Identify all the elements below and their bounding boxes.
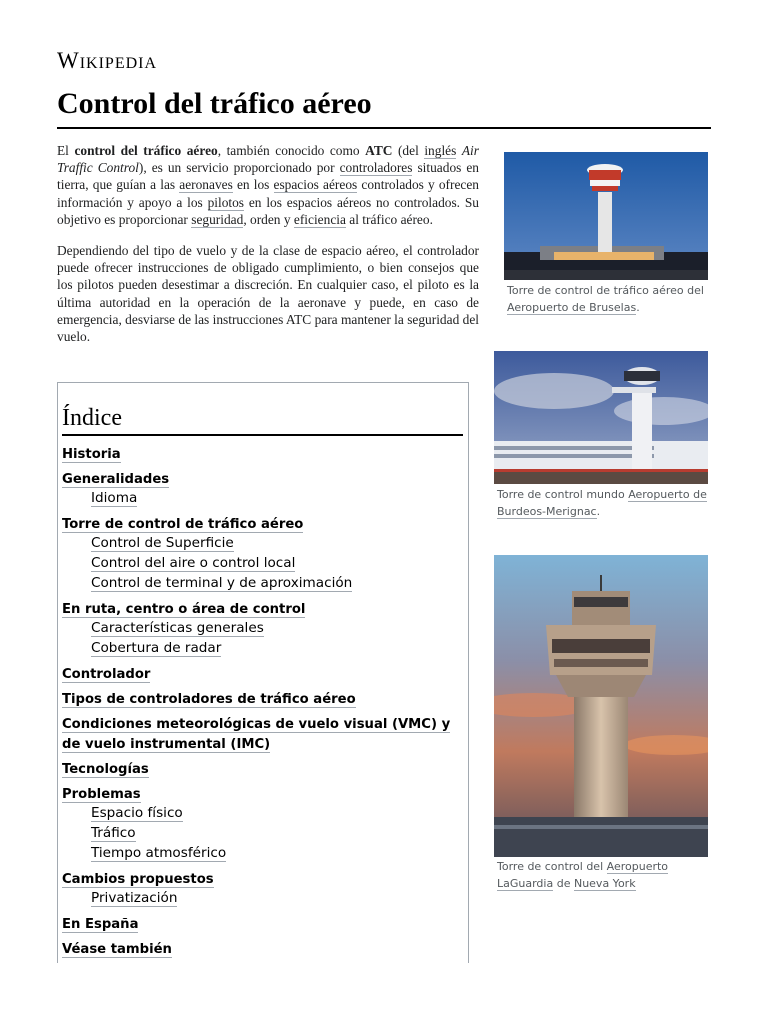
toc-subsection-link[interactable]: Privatización (91, 890, 178, 906)
figure-caption-1 (507, 282, 711, 316)
text-run: , también conocido como (217, 143, 366, 158)
figure-caption-3 (497, 858, 707, 892)
toc-entry (62, 663, 463, 683)
toc-entry (62, 713, 463, 753)
text-run: , orden y (243, 211, 294, 227)
page-title: Control del tráfico aéreo (57, 84, 711, 129)
toc-subsection-item (91, 573, 463, 593)
toc-entry (62, 513, 463, 593)
inline-link[interactable]: Aeropuerto de Burdeos-Merignac (497, 488, 707, 518)
toc-section-link[interactable]: Véase también (62, 942, 172, 957)
toc-entry (62, 783, 463, 863)
wikipedia-wordmark[interactable]: Wikipedia (57, 48, 158, 73)
inline-link[interactable]: eficiencia (293, 211, 346, 227)
toc-entry (62, 758, 463, 778)
text-run: de (553, 877, 574, 890)
figure-bordeaux-tower-image[interactable] (494, 351, 708, 484)
text-run: Torre de control de tráfico aéreo del (507, 284, 704, 297)
figure-caption-2 (497, 486, 707, 520)
toc-section-link[interactable]: Controlador (62, 667, 151, 682)
text-run: . (596, 505, 601, 518)
inline-link[interactable]: espacios aéreos (273, 177, 358, 193)
toc-subsection-item (91, 488, 463, 508)
text-run: en los espacios aéreos no controlados. Su objetivo es proporcionar (57, 194, 479, 227)
text-run: ), es un servicio proporcionado por (138, 160, 340, 176)
toc-section-link[interactable]: Torre de control de tráfico aéreo (62, 517, 304, 532)
toc-subsection-link[interactable]: Tiempo atmosférico (91, 845, 227, 861)
toc-section-link[interactable]: Tipos de controladores de tráfico aéreo (62, 692, 356, 707)
toc-subsection-link[interactable]: Control de terminal y de aproximación (91, 575, 353, 591)
toc-subsection-item (91, 638, 463, 658)
toc-entry (62, 598, 463, 658)
toc-section-link[interactable]: Tecnologías (62, 762, 149, 777)
intro-paragraph-2: Dependiendo del tipo de vuelo y de la clase de espacio aéreo, el controlador puede ofrecer instrucciones de obligado cumplimiento, o bien consejos que los pilotos pueden desestimar a discreción. En cualquier caso, el piloto es la última autoridad en la operación de la aeronave y puede, en caso de emergencia, desviarse de las instrucciones ATC para mantener la seguridad del vuelo. (57, 243, 479, 345)
text-run: al tráfico aéreo. (345, 211, 433, 227)
toc-section-link[interactable]: En ruta, centro o área de control (62, 602, 306, 617)
text-run: Torre de control mundo (497, 488, 629, 501)
toc-section-link[interactable]: En España (62, 917, 139, 932)
inline-link[interactable]: pilotos (207, 194, 245, 210)
inline-link[interactable]: inglés (424, 143, 457, 158)
table-of-contents (57, 382, 469, 963)
toc-subsection-item (91, 888, 463, 908)
toc-section-link[interactable]: Generalidades (62, 472, 170, 487)
text-run: controlados y ofrecen información y apoyo a los (57, 177, 479, 210)
toc-subsection-link[interactable]: Características generales (91, 620, 264, 636)
toc-subsection-item (91, 553, 463, 573)
text-run: en los (232, 177, 274, 193)
figure-laguardia-tower-image[interactable] (494, 555, 708, 857)
intro-paragraph-1 (57, 142, 479, 228)
toc-subsection-link[interactable]: Cobertura de radar (91, 640, 222, 656)
article-intro (57, 142, 479, 359)
toc-subsection-item (91, 618, 463, 638)
toc-subsection-item (91, 533, 463, 553)
toc-list (62, 443, 463, 963)
toc-section-link[interactable]: Condiciones meteorológicas de vuelo visual (VMC) y de vuelo instrumental (IMC) (62, 717, 451, 752)
toc-subsection-link[interactable]: Espacio físico (91, 805, 183, 821)
figure-brussels-tower-image[interactable] (504, 152, 708, 280)
text-run: situados en tierra, que guían a las (57, 160, 479, 193)
toc-heading: Índice (62, 405, 463, 436)
toc-entry (62, 688, 463, 708)
toc-entry (62, 938, 463, 958)
toc-entry (62, 468, 463, 508)
toc-subsection-link[interactable]: Tráfico (91, 825, 136, 841)
inline-link[interactable]: Aeropuerto LaGuardia (497, 860, 669, 890)
toc-subsection-item (91, 803, 463, 823)
inline-link[interactable]: controladores (339, 160, 413, 176)
toc-section-link[interactable]: Problemas (62, 787, 141, 802)
text-run: Torre de control del (497, 860, 607, 873)
text-run: (del (392, 143, 425, 158)
toc-entry (62, 443, 463, 463)
toc-subsection-link[interactable]: Control de Superficie (91, 535, 234, 551)
inline-link[interactable]: Nueva York (573, 877, 636, 890)
bold-term: control del tráfico aéreo (74, 143, 218, 158)
toc-subsection-link[interactable]: Idioma (91, 490, 138, 506)
toc-subsection-item (91, 823, 463, 843)
toc-section-link[interactable]: Historia (62, 447, 121, 462)
inline-link[interactable]: Aeropuerto de Bruselas (507, 301, 637, 314)
italic-term: Air Traffic Control (57, 143, 479, 176)
text-run: El (57, 143, 75, 158)
toc-section-link[interactable]: Cambios propuestos (62, 872, 214, 887)
text-run: . (636, 301, 640, 314)
inline-link[interactable]: seguridad (191, 211, 244, 227)
toc-entry (62, 913, 463, 933)
inline-link[interactable]: aeronaves (179, 177, 233, 193)
toc-subsection-item (91, 843, 463, 863)
toc-entry (62, 868, 463, 908)
toc-subsection-link[interactable]: Control del aire o control local (91, 555, 296, 571)
bold-term: ATC (365, 143, 393, 158)
